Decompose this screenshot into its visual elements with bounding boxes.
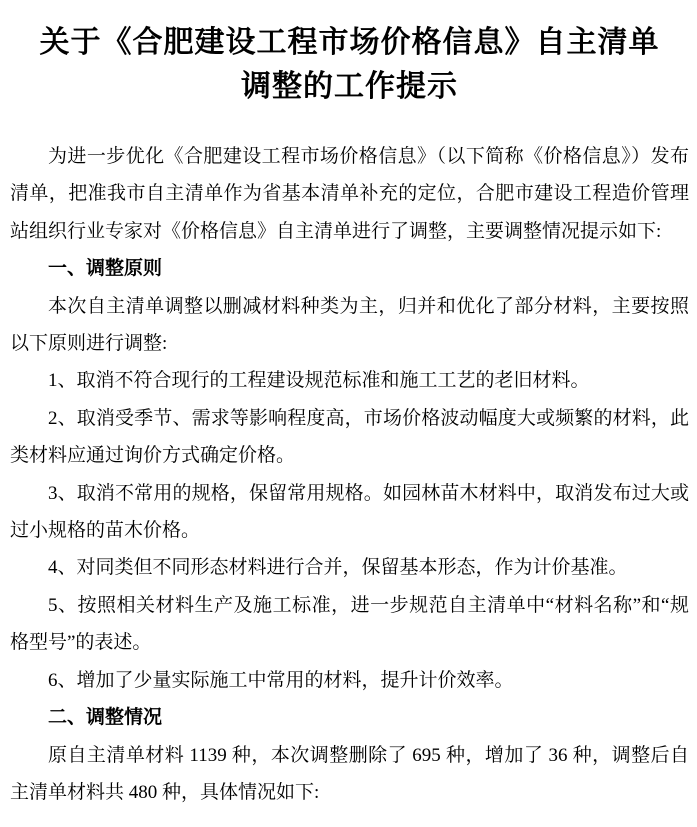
document-title-line-1: 关于《合肥建设工程市场价格信息》自主清单 xyxy=(39,26,660,59)
section-heading: 一、调整原则 xyxy=(48,258,163,280)
body-paragraph: 2、取消受季节、需求等影响程度高，市场价格波动幅度大或频繁的材料，此类材料应通过询价方式确定价格。 xyxy=(10,407,689,467)
section-heading: 二、调整情况 xyxy=(48,707,163,729)
body-paragraph: 为进一步优化《合肥建设工程市场价格信息》（以下简称《价格信息》）发布清单，把准我市自主清单作为省基本清单补充的定位，合肥市建设工程造价管理站组织行业专家对《价格信息》自主清单进行了调整，主要调整情况提示如下: xyxy=(10,146,689,242)
document-title xyxy=(10,21,689,109)
document-title-line-2: 调整的工作提示 xyxy=(241,70,458,103)
body-paragraph: 5、按照相关材料生产及施工标准，进一步规范自主清单中“材料名称”和“规格型号”的表述。 xyxy=(10,594,689,654)
body-paragraph: 1、取消不符合现行的工程建设规范标准和施工工艺的老旧材料。 xyxy=(48,370,590,392)
body-paragraph: 原自主清单材料 1139 种，本次调整删除了 695 种，增加了 36 种，调整后自主清单材料共 480 种，具体情况如下: xyxy=(10,744,689,803)
body-paragraph: 4、对同类但不同形态材料进行合并，保留基本形态，作为计价基准。 xyxy=(48,557,628,579)
body-paragraph: 6、增加了少量实际施工中常用的材料，提升计价效率。 xyxy=(48,669,514,691)
body-paragraph: 本次自主清单调整以删减材料种类为主，归并和优化了部分材料，主要按照以下原则进行调整: xyxy=(10,295,689,355)
document-body xyxy=(10,138,689,811)
body-paragraph: 3、取消不常用的规格，保留常用规格。如园林苗木材料中，取消发布过大或过小规格的苗木价格。 xyxy=(10,482,689,542)
